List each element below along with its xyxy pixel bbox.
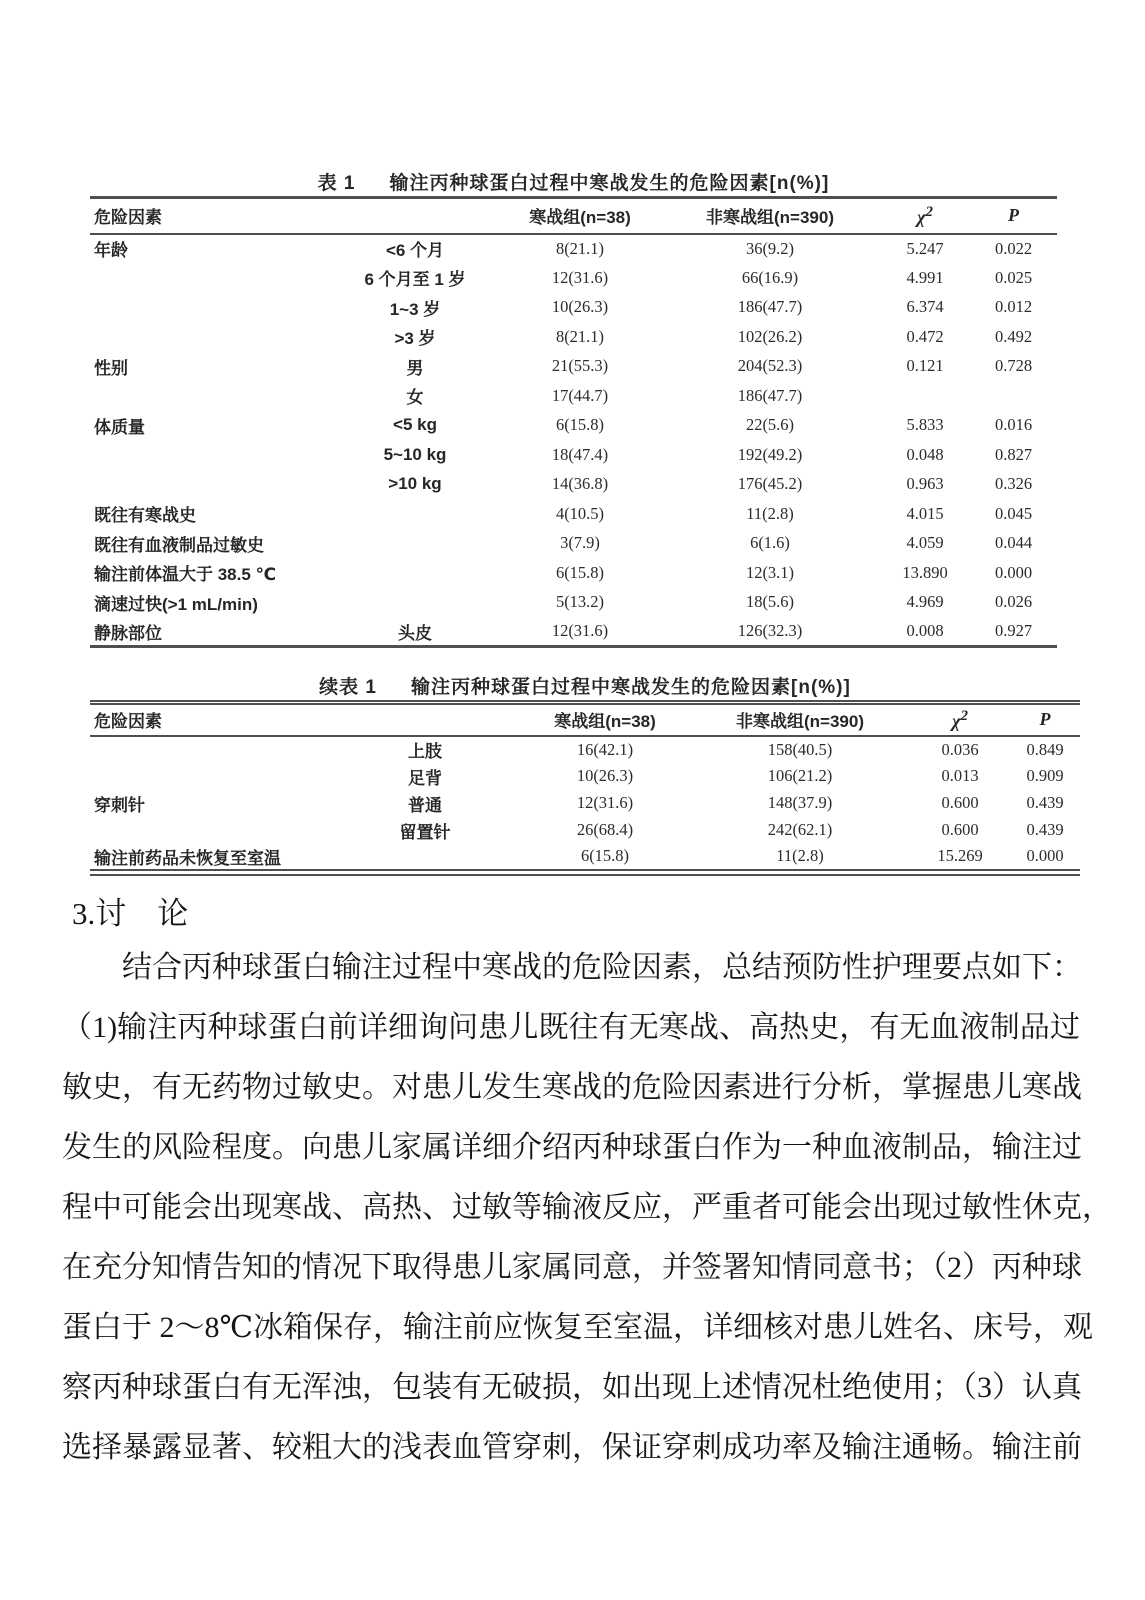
col-header-chi-square	[910, 703, 1010, 736]
cell-chi: 0.963	[906, 474, 944, 494]
cell-p: 0.045	[994, 503, 1033, 523]
cell-sub: 5~10 kg	[383, 444, 447, 464]
table-row	[90, 529, 1057, 559]
cell-p: 0.849	[1026, 739, 1064, 759]
table2-body	[90, 736, 1080, 873]
paragraph-line: 结合丙种球蛋白输注过程中寒战的危险因素，总结预防性护理要点如下：	[122, 951, 1082, 984]
cell-chi: 0.036	[941, 739, 979, 759]
cell-non: 6(1.6)	[750, 533, 790, 553]
cell-chi: 0.013	[941, 766, 979, 785]
cell-group	[90, 763, 330, 790]
cell-chill: 6(15.8)	[555, 562, 605, 582]
cell-p: 0.022	[994, 238, 1033, 258]
col-header-nonchill-group: 非寒战组(n=390)	[736, 712, 864, 732]
col-header-chill-group: 寒战组(n=38)	[529, 208, 631, 228]
cell-non: 66(16.9)	[741, 267, 799, 287]
cell-chi: 0.600	[941, 793, 979, 812]
cell-p: 0.492	[994, 326, 1033, 346]
cell-p: 0.026	[994, 592, 1033, 612]
cell-sub: >10 kg	[388, 474, 442, 494]
table2-header	[90, 703, 1080, 736]
cell-sub: 上肢	[408, 742, 442, 761]
cell-p: 0.000	[1026, 846, 1064, 865]
table-row	[90, 322, 1057, 352]
cell-sub: 男	[406, 358, 424, 378]
cell-non: 176(45.2)	[737, 474, 803, 494]
paragraph-line: 敏史，有无药物过敏史。对患儿发生寒战的危险因素进行分析，掌握患儿寒战	[62, 1071, 1082, 1104]
section-heading-discussion: 3.讨 论	[72, 896, 189, 931]
table1-title-text: 输注丙种球蛋白过程中寒战发生的危险因素[n(%)]	[389, 173, 830, 194]
cell-group: 输注前体温大于 38.5 ℃	[94, 565, 277, 585]
cell-chill: 21(55.3)	[551, 356, 609, 376]
table-header-row	[90, 703, 1080, 736]
cell-chi: 15.269	[937, 846, 983, 865]
discussion-paragraph	[62, 938, 1112, 1478]
cell-non: 204(52.3)	[737, 356, 803, 376]
cell-chill: 26(68.4)	[576, 820, 634, 839]
col-header-sub	[330, 703, 520, 736]
cell-non: 22(5.6)	[745, 415, 795, 435]
cell-group	[90, 440, 330, 470]
cell-chi: 0.008	[906, 621, 944, 640]
cell-chill: 4(10.5)	[555, 503, 605, 523]
cell-sub: 留置针	[399, 822, 451, 842]
paragraph-line: 程中可能会出现寒战、高热、过敏等输液反应，严重者可能会出现过敏性休克，	[62, 1191, 1112, 1224]
cell-sub	[330, 499, 500, 529]
table-row	[90, 293, 1057, 323]
cell-chill: 12(31.6)	[551, 267, 609, 287]
chi-symbol: χ	[917, 206, 926, 227]
cell-chi: 0.600	[941, 820, 979, 839]
cell-p: 0.927	[994, 621, 1033, 640]
chi-exponent: 2	[925, 203, 933, 220]
cell-non: 192(49.2)	[737, 444, 803, 464]
cell-non: 158(40.5)	[767, 739, 833, 759]
cell-non: 12(3.1)	[745, 562, 795, 582]
cell-non: 11(2.8)	[746, 503, 794, 523]
paragraph-line: 选择暴露显著、较粗大的浅表血管穿刺，保证穿刺成功率及输注通畅。输注前	[62, 1431, 1082, 1464]
cell-chill: 8(21.1)	[555, 238, 605, 258]
cell-chill: 8(21.1)	[555, 326, 605, 346]
col-header-p-value: P	[1008, 205, 1019, 226]
table2-title-prefix: 续表 1	[319, 677, 378, 698]
cell-chi: 6.374	[906, 297, 944, 317]
cell-non: 126(32.3)	[737, 621, 803, 640]
table-header-row	[90, 198, 1057, 234]
cell-chi	[880, 381, 970, 411]
cell-non: 18(5.6)	[745, 592, 795, 612]
risk-factor-table-continuation	[90, 700, 1080, 876]
cell-chill: 10(26.3)	[551, 297, 609, 317]
cell-group: 静脉部位	[94, 623, 162, 643]
cell-non: 148(37.9)	[767, 793, 833, 812]
table-row	[90, 790, 1080, 817]
cell-group	[90, 381, 330, 411]
cell-group	[90, 817, 330, 844]
cell-chi: 4.059	[906, 533, 944, 553]
cell-sub: <5 kg	[393, 415, 437, 435]
cell-non: 36(9.2)	[745, 238, 795, 258]
cell-sub	[330, 558, 500, 588]
paragraph-line: 察丙种球蛋白有无浑浊，包装有无破损，如出现上述情况杜绝使用；（3）认真	[62, 1371, 1082, 1404]
table1-title	[90, 168, 1057, 195]
cell-p: 0.827	[994, 444, 1033, 464]
cell-sub: 1~3 岁	[389, 299, 441, 319]
cell-group: 输注前药品未恢复至室温	[94, 848, 281, 868]
paragraph-line: 在充分知情告知的情况下取得患儿家属同意，并签署知情同意书；（2）丙种球	[62, 1251, 1082, 1284]
cell-chi: 0.121	[906, 356, 944, 376]
table-row	[90, 234, 1057, 264]
cell-chi: 4.969	[906, 592, 944, 612]
cell-p: 0.326	[994, 474, 1033, 494]
cell-non: 186(47.7)	[737, 297, 803, 317]
table-row	[90, 736, 1080, 763]
cell-chi: 4.991	[906, 267, 944, 287]
cell-non: 11(2.8)	[776, 846, 824, 865]
cell-chill: 18(47.4)	[551, 444, 609, 464]
table-row	[90, 817, 1080, 844]
cell-sub: 女	[406, 388, 424, 408]
cell-p: 0.000	[994, 562, 1033, 582]
cell-non: 106(21.2)	[767, 766, 833, 785]
chi-exponent: 2	[960, 707, 968, 724]
table-row	[90, 352, 1057, 382]
table1-title-prefix: 表 1	[317, 173, 356, 194]
table-row	[90, 588, 1057, 618]
table1-header	[90, 198, 1057, 234]
cell-sub: >3 岁	[394, 329, 436, 349]
cell-group: 年龄	[94, 241, 128, 261]
cell-non: 186(47.7)	[737, 385, 803, 405]
cell-group: 既往有寒战史	[94, 506, 196, 526]
cell-sub: 6 个月至 1 岁	[364, 270, 466, 290]
cell-chill: 16(42.1)	[576, 739, 634, 759]
table-row	[90, 558, 1057, 588]
cell-chill: 6(15.8)	[555, 415, 605, 435]
risk-factor-table-1	[90, 196, 1057, 648]
table-row	[90, 763, 1080, 790]
table-row	[90, 499, 1057, 529]
table1-body	[90, 234, 1057, 647]
cell-p: 0.044	[994, 533, 1033, 553]
col-header-chill-group: 寒战组(n=38)	[554, 712, 656, 732]
table-row	[90, 440, 1057, 470]
cell-group: 既往有血液制品过敏史	[94, 535, 264, 555]
table-row	[90, 263, 1057, 293]
table2-title-text: 输注丙种球蛋白过程中寒战发生的危险因素[n(%)]	[411, 677, 851, 698]
cell-p: 0.016	[994, 415, 1033, 435]
cell-p: 0.909	[1026, 766, 1064, 785]
cell-chi: 13.890	[902, 562, 948, 582]
cell-chill: 12(31.6)	[551, 621, 609, 640]
cell-p	[970, 381, 1057, 411]
cell-sub: 普通	[408, 795, 442, 815]
chi-symbol: χ	[952, 710, 961, 731]
paragraph-line: 蛋白于 2～8℃冰箱保存，输注前应恢复至室温，详细核对患儿姓名、床号，观	[62, 1311, 1094, 1344]
cell-chi: 5.247	[906, 238, 944, 258]
cell-sub: <6 个月	[385, 241, 445, 261]
cell-p: 0.439	[1026, 793, 1064, 812]
table-row	[90, 470, 1057, 500]
col-header-sub	[330, 198, 500, 234]
cell-chill: 6(15.8)	[580, 846, 630, 865]
table-row	[90, 617, 1057, 647]
cell-sub	[330, 844, 520, 873]
col-header-nonchill-group: 非寒战组(n=390)	[706, 208, 834, 228]
col-header-chi-square	[880, 198, 970, 234]
cell-non: 242(62.1)	[767, 820, 833, 839]
col-header-p-value: P	[1039, 709, 1051, 730]
cell-chi: 0.472	[906, 326, 944, 346]
cell-chill: 3(7.9)	[560, 533, 600, 553]
cell-group	[90, 470, 330, 500]
col-header-factor: 危险因素	[94, 712, 162, 732]
table-row	[90, 411, 1057, 441]
paragraph-line: （1)输注丙种球蛋白前详细询问患儿既往有无寒战、高热史，有无血液制品过	[62, 1011, 1080, 1044]
col-header-factor: 危险因素	[94, 208, 162, 228]
cell-group	[90, 293, 330, 323]
cell-p: 0.025	[994, 267, 1033, 287]
cell-sub: 头皮	[398, 623, 432, 643]
cell-sub	[330, 588, 500, 618]
cell-chill: 17(44.7)	[551, 385, 609, 405]
paragraph-line: 发生的风险程度。向患儿家属详细介绍丙种球蛋白作为一种血液制品，输注过	[62, 1131, 1082, 1164]
cell-chill: 5(13.2)	[555, 592, 605, 612]
cell-group: 性别	[94, 358, 128, 378]
table2-title	[90, 672, 1080, 699]
cell-group: 滴速过快(>1 mL/min)	[94, 594, 258, 614]
cell-group	[90, 263, 330, 293]
cell-sub: 足背	[408, 768, 442, 788]
cell-chill: 14(36.8)	[551, 474, 609, 494]
cell-group	[90, 736, 330, 763]
table-row	[90, 844, 1080, 873]
cell-chill: 10(26.3)	[576, 766, 634, 785]
cell-p: 0.728	[994, 356, 1033, 376]
cell-chi: 0.048	[906, 444, 944, 464]
cell-non: 102(26.2)	[737, 326, 803, 346]
cell-chi: 5.833	[906, 415, 944, 435]
cell-p: 0.012	[994, 297, 1033, 317]
cell-group	[90, 322, 330, 352]
cell-group: 穿刺针	[94, 795, 145, 815]
table-row	[90, 381, 1057, 411]
cell-sub	[330, 529, 500, 559]
cell-chi: 4.015	[906, 503, 944, 523]
cell-p: 0.439	[1026, 820, 1064, 839]
cell-chill: 12(31.6)	[576, 793, 634, 812]
cell-group: 体质量	[94, 417, 145, 437]
